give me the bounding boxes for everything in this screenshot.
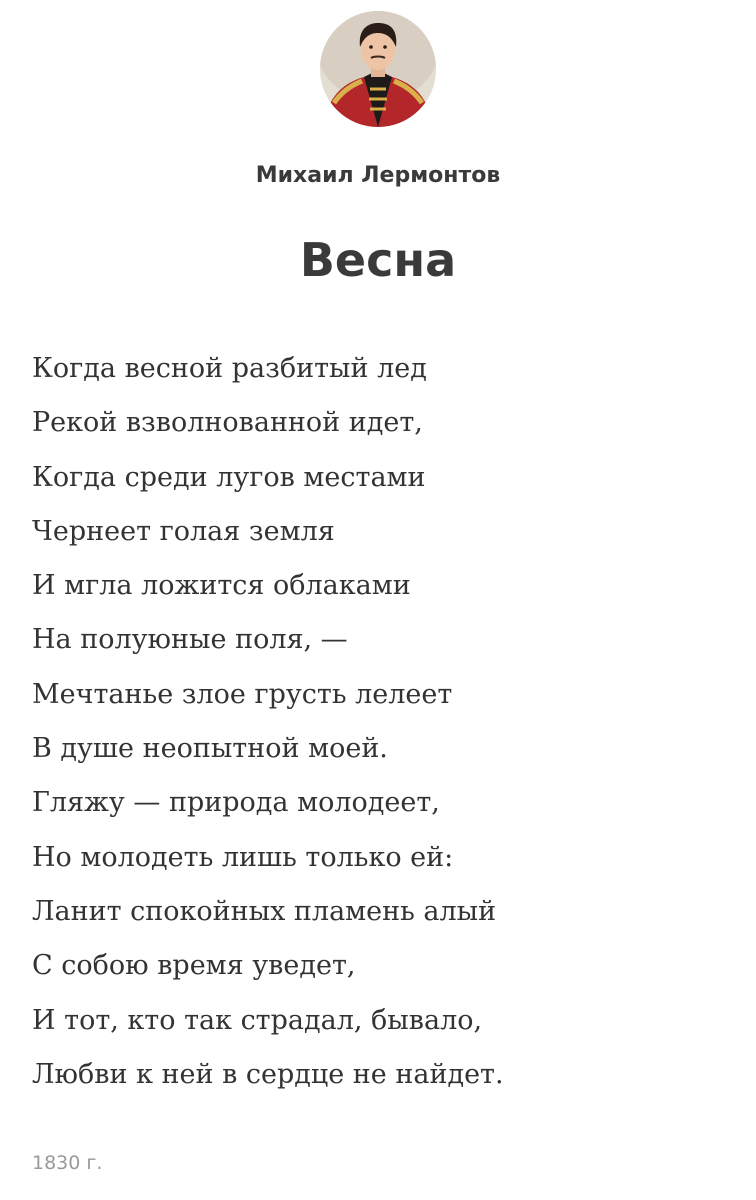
portrait-icon: [320, 11, 436, 127]
poem-line: С собою время уведет,: [32, 950, 356, 982]
poem-line: Мечтанье злое грусть лелеет: [32, 678, 453, 710]
poem-line: И мгла ложится облаками: [32, 570, 411, 602]
poem-line: Но молодеть лишь только ей:: [32, 841, 454, 873]
poem-year: 1830 г.: [32, 1152, 103, 1174]
poem-line: На полуюные поля, —: [32, 624, 348, 656]
poem-line: Когда среди лугов местами: [32, 461, 426, 493]
poem-line: И тот, кто так страдал, бывало,: [32, 1004, 483, 1036]
poem-line: Гляжу — природа молодеет,: [32, 787, 440, 819]
poem-line: В душе неопытной моей.: [32, 733, 388, 765]
poem-line: Чернеет голая земля: [32, 515, 335, 547]
author-avatar[interactable]: [320, 11, 436, 127]
poem-line: Рекой взволнованной идет,: [32, 407, 423, 439]
poem-line: Ланит спокойных пламень алый: [32, 895, 497, 927]
poem-line: Когда весной разбитый лед: [32, 353, 427, 384]
poem-line: Любви к ней в сердце не найдет.: [32, 1058, 504, 1090]
poem-title: Весна: [299, 233, 457, 287]
poem-text: [32, 342, 732, 1102]
author-name[interactable]: Михаил Лермонтов: [255, 163, 501, 188]
